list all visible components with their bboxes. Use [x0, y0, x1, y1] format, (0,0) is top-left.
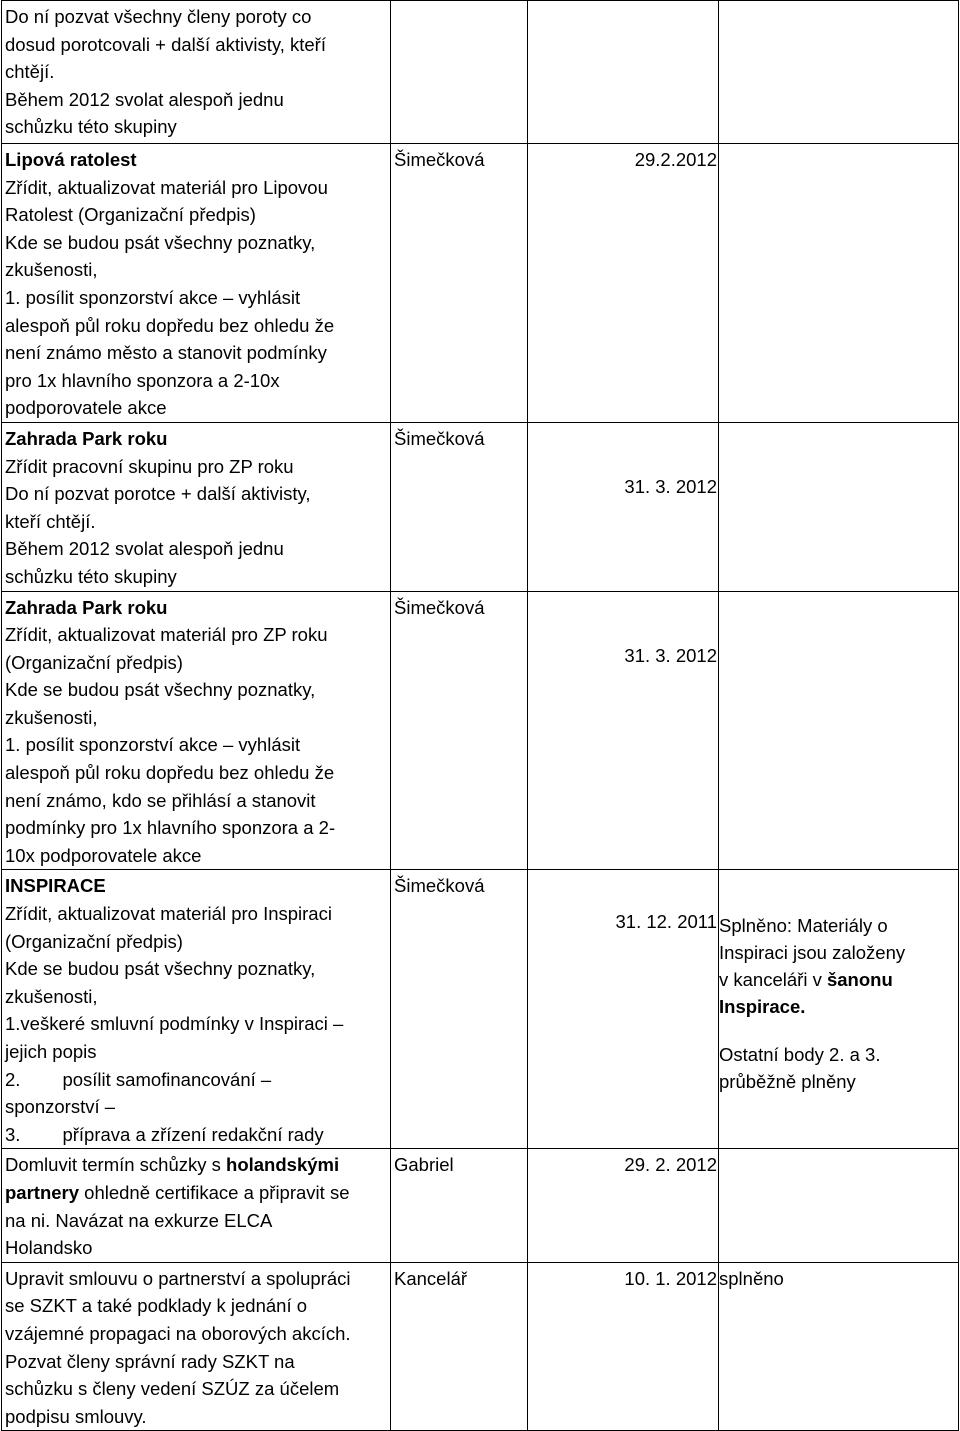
responsible-name: Šimečková	[394, 149, 485, 170]
task-line: není známo, kdo se přihlásí a stanovit	[5, 789, 316, 811]
item-text: posílit samofinancování –	[62, 1068, 272, 1090]
task-line: Kde se budou psát všechny poznatky,	[5, 679, 316, 701]
task-title: INSPIRACE	[5, 875, 106, 897]
task-line: Ratolest (Organizační předpis)	[5, 204, 256, 226]
task-line: zkušenosti,	[5, 259, 98, 281]
task-line: partnery ohledně certifikace a připravit se	[5, 1181, 350, 1203]
table-row	[2, 1, 959, 144]
due-date: 31. 3. 2012	[624, 475, 717, 497]
responsible-name: Šimečková	[394, 875, 485, 897]
task-line: (Organizační předpis)	[5, 651, 183, 673]
task-line: Zřídit, aktualizovat materiál pro Lipovou	[5, 176, 328, 198]
due-date: 29. 2. 2012	[624, 1154, 717, 1176]
responsible-cell	[391, 144, 528, 423]
task-line	[5, 1121, 387, 1149]
task-cell	[2, 422, 391, 591]
responsible-cell	[391, 591, 528, 870]
note-cell	[719, 1262, 959, 1431]
task-line: Domluvit termín schůzky s holandskými	[5, 1154, 340, 1176]
note-line: Splněno: Materiály o	[719, 915, 888, 937]
date-cell	[528, 591, 719, 870]
responsible-cell	[391, 1262, 528, 1431]
note-cell	[719, 1149, 959, 1262]
responsible-name: Gabriel	[394, 1154, 454, 1176]
due-date: 31. 3. 2012	[624, 644, 717, 666]
due-date: 31. 12. 2011	[615, 911, 717, 933]
task-title: Lipová ratolest	[5, 149, 137, 170]
task-line: podpisu smlouvy.	[5, 1405, 147, 1427]
item-text: příprava a zřízení redakční rady	[62, 1123, 324, 1145]
task-line: 1. posílit sponzorství akce – vyhlásit	[5, 734, 301, 756]
due-date: 29.2.2012	[634, 149, 717, 170]
date-cell	[528, 1, 719, 144]
date-cell	[528, 144, 719, 423]
task-line: Během 2012 svolat alespoň jednu	[5, 538, 284, 560]
due-date: 10. 1. 2012	[624, 1267, 717, 1289]
task-line: na ni. Navázat na exkurze ELCA	[5, 1209, 273, 1231]
task-cell	[2, 144, 391, 423]
item-number: 2.	[5, 1068, 21, 1090]
task-line: Upravit smlouvu o partnerství a spolupráci	[5, 1267, 351, 1289]
status-note: splněno	[719, 1267, 784, 1289]
task-line: Během 2012 svolat alespoň jednu	[5, 88, 284, 110]
task-line: schůzku s členy vedení SZÚZ za účelem	[5, 1378, 340, 1400]
responsible-cell	[391, 870, 528, 1149]
task-line: alespoň půl roku dopředu bez ohledu že	[5, 762, 335, 784]
task-line: Holandsko	[5, 1237, 93, 1259]
date-cell	[528, 422, 719, 591]
task-line: Zřídit, aktualizovat materiál pro ZP roku	[5, 624, 328, 646]
task-line: alespoň půl roku dopředu bez ohledu že	[5, 314, 335, 336]
task-line: podporovatele akce	[5, 397, 167, 419]
item-text: sponzorství –	[5, 1096, 116, 1118]
task-line: 1. posílit sponzorství akce – vyhlásit	[5, 286, 301, 308]
table-row	[2, 591, 959, 870]
task-cell	[2, 1, 391, 144]
task-line: Pozvat členy správní rady SZKT na	[5, 1350, 295, 1372]
note-cell	[719, 144, 959, 423]
table-row	[2, 422, 959, 591]
date-cell	[528, 870, 719, 1149]
task-line: Zřídit pracovní skupinu pro ZP roku	[5, 455, 294, 477]
note-cell	[719, 1, 959, 144]
note-line: v kanceláři v šanonu	[719, 969, 893, 991]
task-line: chtějí.	[5, 61, 55, 83]
task-line: Do ní pozvat porotce + další aktivisty,	[5, 483, 311, 505]
date-cell	[528, 1262, 719, 1431]
task-cell	[2, 591, 391, 870]
task-line	[5, 1066, 387, 1094]
table-row	[2, 870, 959, 1149]
task-cell	[2, 870, 391, 1149]
responsible-cell	[391, 422, 528, 591]
item-number: 3.	[5, 1123, 21, 1145]
table-row	[2, 1149, 959, 1262]
task-title: Zahrada Park roku	[5, 427, 168, 449]
task-line: zkušenosti,	[5, 706, 98, 728]
task-line: není známo město a stanovit podmínky	[5, 342, 327, 364]
note-cell	[719, 422, 959, 591]
task-line: Kde se budou psát všechny poznatky,	[5, 231, 316, 253]
task-line: schůzku této skupiny	[5, 116, 177, 138]
task-line: zkušenosti,	[5, 985, 98, 1007]
task-line: Do ní pozvat všechny členy poroty co	[5, 6, 312, 27]
task-cell	[2, 1262, 391, 1431]
task-title: Zahrada Park roku	[5, 596, 168, 618]
task-line: pro 1x hlavního sponzora a 2-10x	[5, 369, 280, 391]
task-line: dosud porotcovali + další aktivisty, kteří	[5, 33, 326, 55]
note-cell	[719, 591, 959, 870]
task-line: (Organizační předpis)	[5, 930, 183, 952]
task-line	[5, 1093, 387, 1121]
responsible-cell	[391, 1, 528, 144]
task-line: podmínky pro 1x hlavního sponzora a 2-	[5, 817, 336, 839]
note-cell	[719, 870, 959, 1149]
table-row	[2, 1262, 959, 1431]
responsible-name: Šimečková	[394, 596, 485, 618]
task-line: schůzku této skupiny	[5, 565, 177, 587]
task-cell	[2, 1149, 391, 1262]
note-line: Inspiraci jsou založeny	[719, 942, 906, 964]
responsible-cell	[391, 1149, 528, 1262]
note-line: Ostatní body 2. a 3.	[719, 1044, 881, 1066]
note-line: Inspirace.	[719, 996, 806, 1018]
task-line: 1.veškeré smluvní podmínky v Inspiraci –	[5, 1013, 344, 1035]
task-line: kteří chtějí.	[5, 510, 96, 532]
responsible-name: Kancelář	[394, 1267, 468, 1289]
task-table	[1, 0, 959, 1431]
table-row	[2, 144, 959, 423]
responsible-name: Šimečková	[394, 427, 485, 449]
note-line: průběžně plněny	[719, 1071, 856, 1093]
task-line: Kde se budou psát všechny poznatky,	[5, 958, 316, 980]
task-line: se SZKT a také podklady k jednání o	[5, 1295, 308, 1317]
task-line: jejich popis	[5, 1041, 97, 1062]
date-cell	[528, 1149, 719, 1262]
task-line: Zřídit, aktualizovat materiál pro Inspiraci	[5, 903, 332, 925]
task-line: 10x podporovatele akce	[5, 844, 202, 866]
task-line: vzájemné propagaci na oborových akcích.	[5, 1322, 351, 1344]
